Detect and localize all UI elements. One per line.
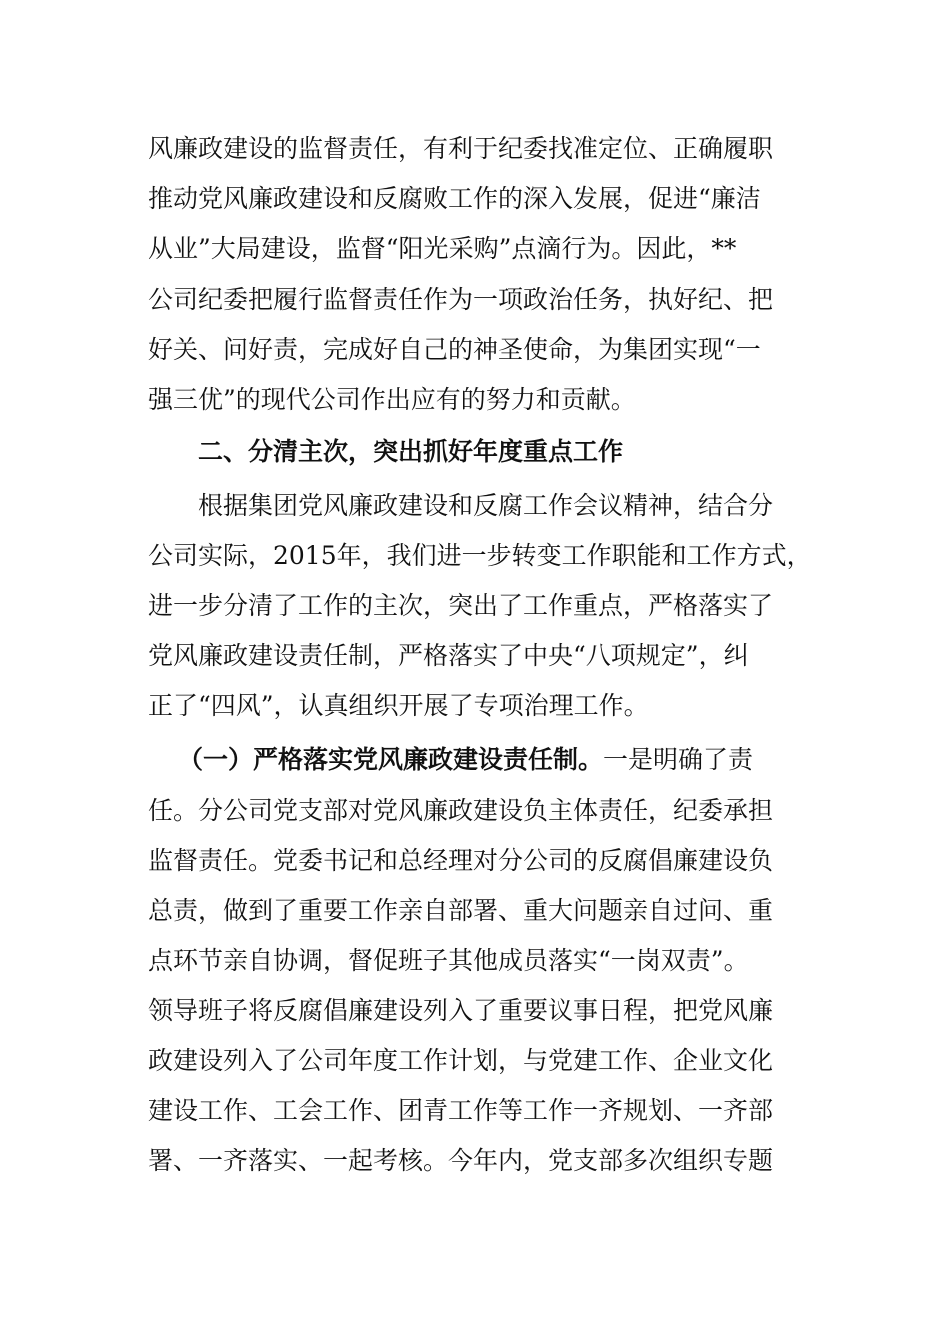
text-line: 领导班子将反腐倡廉建设列入了重要议事日程，把党风廉	[148, 996, 774, 1025]
text-line: 风廉政建设的监督责任，有利于纪委找准定位、正确履职	[148, 134, 774, 163]
text-line: 正了“四风”，认真组织开展了专项治理工作。	[148, 691, 649, 720]
subsection-line	[178, 745, 838, 775]
text-line: 公司实际，2015年，我们进一步转变工作职能和工作方式，	[148, 541, 812, 570]
section-heading: 二、分清主次，突出抓好年度重点工作	[198, 437, 624, 466]
text-line: 署、一齐落实、一起考核。今年内，党支部多次组织专题	[148, 1146, 774, 1175]
text-line: 强三优”的现代公司作出应有的努力和贡献。	[148, 385, 636, 414]
text-line: 总责，做到了重要工作亲自部署、重大问题亲自过问、重	[148, 896, 774, 925]
text-line: 点环节亲自协调，督促班子其他成员落实“一岗双责”。	[148, 946, 749, 975]
text-line: 建设工作、工会工作、团青工作等工作一齐规划、一齐部	[148, 1096, 774, 1125]
text-line: 党风廉政建设责任制，严格落实了中央“八项规定”，纠	[148, 641, 749, 670]
text-line: 好关、问好责，完成好自己的神圣使命，为集团实现“一	[148, 335, 761, 364]
text-line: 政建设列入了公司年度工作计划，与党建工作、企业文化	[148, 1046, 774, 1075]
text-line: 推动党风廉政建设和反腐败工作的深入发展，促进“廉洁	[148, 184, 761, 213]
text-line: 从业”大局建设，监督“阳光采购”点滴行为。因此，**	[148, 234, 737, 263]
subsection-text: 一是明确了责	[603, 745, 754, 774]
text-line: 公司纪委把履行监督责任作为一项政治任务，执好纪、把	[148, 285, 774, 314]
text-line: 根据集团党风廉政建设和反腐工作会议精神，结合分	[198, 491, 774, 520]
subsection-heading: （一）严格落实党风廉政建设责任制。	[178, 745, 604, 774]
text-line: 监督责任。党委书记和总经理对分公司的反腐倡廉建设负	[148, 846, 774, 875]
text-line: 任。分公司党支部对党风廉政建设负主体责任，纪委承担	[148, 796, 774, 825]
text-line: 进一步分清了工作的主次，突出了工作重点，严格落实了	[148, 591, 774, 620]
